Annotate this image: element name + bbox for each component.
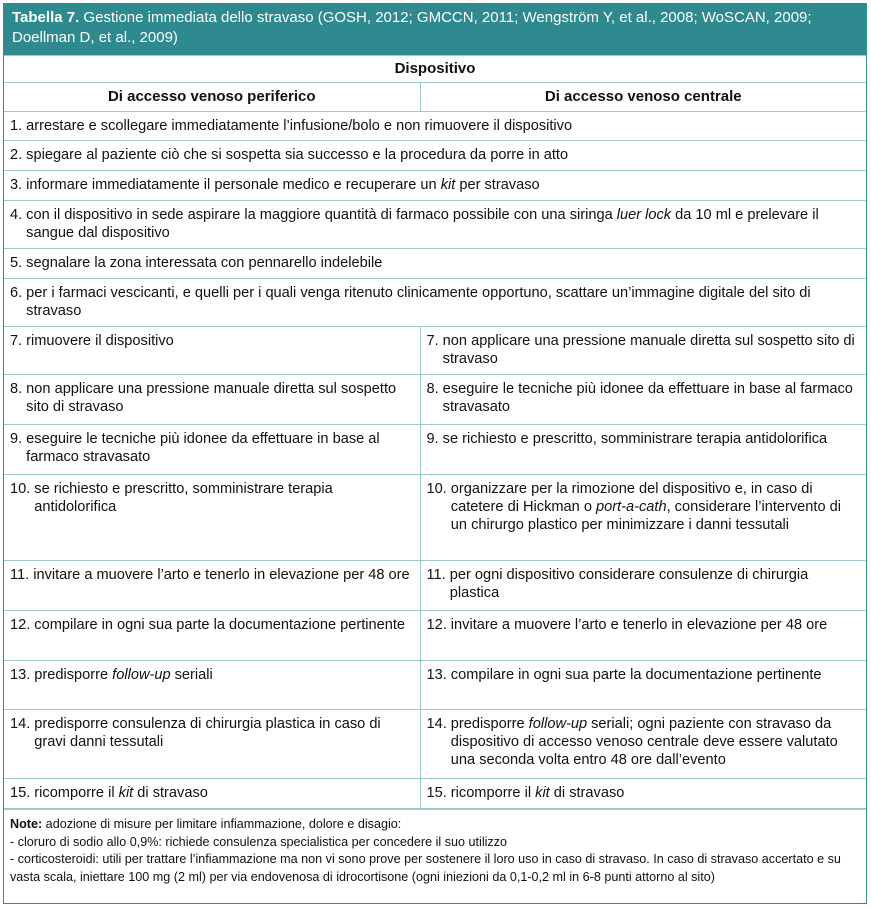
step-text xyxy=(26,206,860,242)
step-text-italic: follow-up xyxy=(528,716,588,732)
table-note xyxy=(4,809,866,890)
table-row xyxy=(4,710,866,779)
step-number: 8. xyxy=(10,381,23,397)
column-header-central xyxy=(420,83,866,112)
table-row xyxy=(4,249,866,279)
peripheral-step-cell xyxy=(4,561,420,611)
step-cell-content xyxy=(421,661,867,687)
step-cell-content xyxy=(4,201,866,245)
note-intro-line xyxy=(10,816,860,834)
step-cell-content xyxy=(421,611,867,637)
step-number: 15. xyxy=(426,785,447,801)
step-text xyxy=(451,666,860,684)
common-step-cell xyxy=(4,201,866,249)
step-number: 10. xyxy=(426,481,447,497)
note-line: - cloruro di sodio allo 0,9%: richiede consulenza specialistica per concedere il suo utilizzo xyxy=(10,834,508,849)
step-text xyxy=(34,616,413,634)
step-text xyxy=(443,430,860,448)
table-row xyxy=(4,779,866,809)
step-number: 9. xyxy=(10,431,23,447)
peripheral-step-cell xyxy=(4,375,420,425)
table-body xyxy=(4,112,866,809)
step-text xyxy=(26,380,413,416)
central-step-cell xyxy=(420,661,866,710)
central-step-cell xyxy=(420,375,866,425)
step-cell-content xyxy=(4,141,866,167)
step-text-part: invitare a muovere l’arto e tenerlo in elevazione per 48 ore xyxy=(33,567,410,583)
step-cell-content xyxy=(421,327,867,371)
peripheral-step-cell xyxy=(4,779,420,809)
peripheral-step-cell xyxy=(4,425,420,475)
step-text xyxy=(451,784,860,802)
step-text-part: invitare a muovere l’arto e tenerlo in elevazione per 48 ore xyxy=(450,617,828,633)
table-row xyxy=(4,561,866,611)
step-text xyxy=(26,176,860,194)
step-text-italic: kit xyxy=(535,785,550,801)
table-frame xyxy=(3,3,867,904)
step-text-part: di stravaso xyxy=(549,785,625,801)
step-text xyxy=(26,146,860,164)
step-text-part: se richiesto e prescritto, somministrare terapia antidolorifica xyxy=(442,431,828,447)
step-text-part: da 10 ml e prelevare il sangue dal dispositivo xyxy=(26,207,819,241)
step-text-italic: kit xyxy=(118,785,134,801)
common-step-cell xyxy=(4,141,866,171)
note-label: Note: xyxy=(10,817,43,831)
central-step-cell xyxy=(420,779,866,809)
step-text xyxy=(443,380,860,416)
table-row xyxy=(4,661,866,710)
step-cell-content xyxy=(421,779,867,805)
step-text-part: predisporre consulenza di chirurgia plastica in caso di gravi danni tessutali xyxy=(34,716,381,750)
step-text xyxy=(26,430,413,466)
step-cell-content xyxy=(421,425,867,451)
step-number: 9. xyxy=(426,431,439,447)
step-cell-content xyxy=(421,710,867,772)
table-row xyxy=(4,171,866,201)
step-text-part: non applicare una pressione manuale diretta sul sospetto sito di stravaso xyxy=(442,333,855,367)
step-number: 11. xyxy=(10,567,30,583)
step-number: 13. xyxy=(426,667,447,683)
step-number: 8. xyxy=(426,381,439,397)
step-text-part: segnalare la zona interessata con pennarello indelebile xyxy=(26,255,383,271)
step-cell-content xyxy=(421,475,867,537)
step-text xyxy=(34,666,413,684)
table-row xyxy=(4,475,866,561)
table-row xyxy=(4,375,866,425)
step-text-part: di stravaso xyxy=(133,785,208,801)
step-number: 11. xyxy=(426,567,446,583)
central-step-cell xyxy=(420,425,866,475)
note-intro: adozione di misure per limitare infiammazione, dolore e disagio: xyxy=(42,817,402,831)
step-number: 2. xyxy=(10,147,23,163)
step-text-part: compilare in ogni sua parte la documentazione pertinente xyxy=(450,667,822,683)
step-cell-content xyxy=(4,611,420,637)
table-row xyxy=(4,201,866,249)
step-text-part: spiegare al paziente ciò che si sospetta sia successo e la procedura da porre in atto xyxy=(26,147,569,163)
step-text-italic: kit xyxy=(440,177,456,193)
step-number: 15. xyxy=(10,785,31,801)
step-cell-content xyxy=(421,375,867,419)
step-text xyxy=(451,480,860,534)
step-number: 7. xyxy=(426,333,439,349)
step-text-italic: port-a-cath xyxy=(596,499,667,515)
step-text xyxy=(33,566,413,584)
step-text-part: informare immediatamente il personale medico e recuperare un xyxy=(26,177,441,193)
step-number: 14. xyxy=(426,716,447,732)
table-title-label: Tabella 7. xyxy=(12,9,80,26)
step-text-part: ricomporre il xyxy=(34,785,119,801)
table-row xyxy=(4,112,866,141)
step-text-part: organizzare per la rimozione del dispositivo e, in caso di catetere di Hickman o xyxy=(450,481,813,515)
peripheral-step-cell xyxy=(4,661,420,710)
step-number: 10. xyxy=(10,481,31,497)
step-text-italic: luer lock xyxy=(616,207,672,223)
step-text-part: eseguire le tecniche più idonee da effettuare in base al farmaco stravasato xyxy=(26,431,380,465)
step-text xyxy=(34,480,413,516)
central-step-cell xyxy=(420,561,866,611)
step-text xyxy=(450,566,860,602)
step-cell-content xyxy=(4,249,866,275)
step-text-part: , considerare l’intervento di un chirurgo plastico per minimizzare i danni tessutali xyxy=(450,499,841,533)
step-cell-content xyxy=(4,425,420,469)
step-text xyxy=(26,332,413,350)
step-text xyxy=(34,715,413,751)
common-step-cell xyxy=(4,171,866,201)
central-step-cell xyxy=(420,475,866,561)
group-header xyxy=(4,56,866,83)
central-step-cell xyxy=(420,327,866,375)
step-text-part: arrestare e scollegare immediatamente l’infusione/bolo e non rimuovere il dispositivo xyxy=(26,118,573,134)
step-text xyxy=(34,784,413,802)
step-cell-content xyxy=(4,327,420,353)
step-text-part: se richiesto e prescritto, somministrare terapia antidolorifica xyxy=(34,481,333,515)
step-text xyxy=(451,715,860,769)
step-cell-content xyxy=(4,475,420,519)
step-text-part: predisporre xyxy=(450,716,529,732)
step-cell-content xyxy=(4,710,420,754)
step-cell-content xyxy=(4,661,420,687)
step-cell-content xyxy=(4,171,866,197)
step-text-part: per ogni dispositivo considerare consulenze di chirurgia plastica xyxy=(449,567,809,601)
peripheral-step-cell xyxy=(4,327,420,375)
step-text-part: compilare in ogni sua parte la documentazione pertinente xyxy=(34,617,406,633)
group-header-text: Dispositivo xyxy=(394,60,476,77)
table-row xyxy=(4,327,866,375)
step-number: 5. xyxy=(10,255,23,271)
table-row xyxy=(4,425,866,475)
step-text-part: ricomporre il xyxy=(450,785,536,801)
step-text-part: predisporre xyxy=(34,667,113,683)
step-text xyxy=(443,332,860,368)
column-header-peripheral-text: Di accesso venoso periferico xyxy=(107,88,316,105)
table-row xyxy=(4,279,866,327)
common-step-cell xyxy=(4,112,866,141)
central-step-cell xyxy=(420,710,866,779)
step-text xyxy=(26,284,860,320)
table-row xyxy=(4,611,866,661)
step-number: 3. xyxy=(10,177,23,193)
step-cell-content xyxy=(4,779,420,805)
step-number: 4. xyxy=(10,207,23,223)
table-title-text: Gestione immediata dello stravaso (GOSH, 2012; GMCCN, 2011; Wengström Y, et al., 2008; WoSCAN, 2009; Doellman D, et al., 2009) xyxy=(12,9,812,46)
step-text xyxy=(451,616,860,634)
step-cell-content xyxy=(4,375,420,419)
step-text-italic: follow-up xyxy=(112,667,171,683)
common-step-cell xyxy=(4,279,866,327)
table-title-bar xyxy=(4,4,866,55)
step-text-part: seriali; ogni paziente con stravaso da dispositivo di accesso venoso centrale deve essere valutato una seconda volta entro 48 ore dall’evento xyxy=(450,716,838,768)
column-header-peripheral xyxy=(4,83,420,112)
step-text-part: per stravaso xyxy=(455,177,540,193)
column-header-central-text: Di accesso venoso centrale xyxy=(544,88,742,105)
step-number: 14. xyxy=(10,716,31,732)
peripheral-step-cell xyxy=(4,710,420,779)
step-text-part: rimuovere il dispositivo xyxy=(26,333,174,349)
step-number: 12. xyxy=(426,617,447,633)
central-step-cell xyxy=(420,611,866,661)
step-number: 13. xyxy=(10,667,31,683)
step-text xyxy=(26,117,860,135)
step-number: 6. xyxy=(10,285,23,301)
step-number: 12. xyxy=(10,617,31,633)
step-number: 1. xyxy=(10,118,23,134)
step-text xyxy=(26,254,860,272)
table-row xyxy=(4,141,866,171)
step-text-part: per i farmaci vescicanti, e quelli per i quali venga ritenuto clinicamente opportuno, scattare un’immagine digitale del sito di stravaso xyxy=(26,285,811,319)
step-text-part: seriali xyxy=(170,667,213,683)
step-cell-content xyxy=(4,112,866,138)
step-cell-content xyxy=(4,561,420,587)
note-line: - corticosteroidi: utili per trattare l’infiammazione ma non vi sono prove per sostenere il loro uso in caso di stravaso. In caso di stravaso accertato e su vasta scala, iniettare 100 mg (2 ml) per via endovenosa di idrocortisone (ogni iniezioni da 0,1-0,2 ml in 6-8 punti attorno al sito) xyxy=(10,852,841,884)
step-text-part: non applicare una pressione manuale diretta sul sospetto sito di stravaso xyxy=(26,381,397,415)
step-number: 7. xyxy=(10,333,23,349)
step-cell-content xyxy=(4,279,866,323)
step-cell-content xyxy=(421,561,867,605)
step-text-part: con il dispositivo in sede aspirare la maggiore quantità di farmaco possibile con una siringa xyxy=(26,207,617,223)
step-text-part: eseguire le tecniche più idonee da effettuare in base al farmaco stravasato xyxy=(442,381,853,415)
stravaso-table xyxy=(4,55,866,809)
common-step-cell xyxy=(4,249,866,279)
peripheral-step-cell xyxy=(4,611,420,661)
peripheral-step-cell xyxy=(4,475,420,561)
